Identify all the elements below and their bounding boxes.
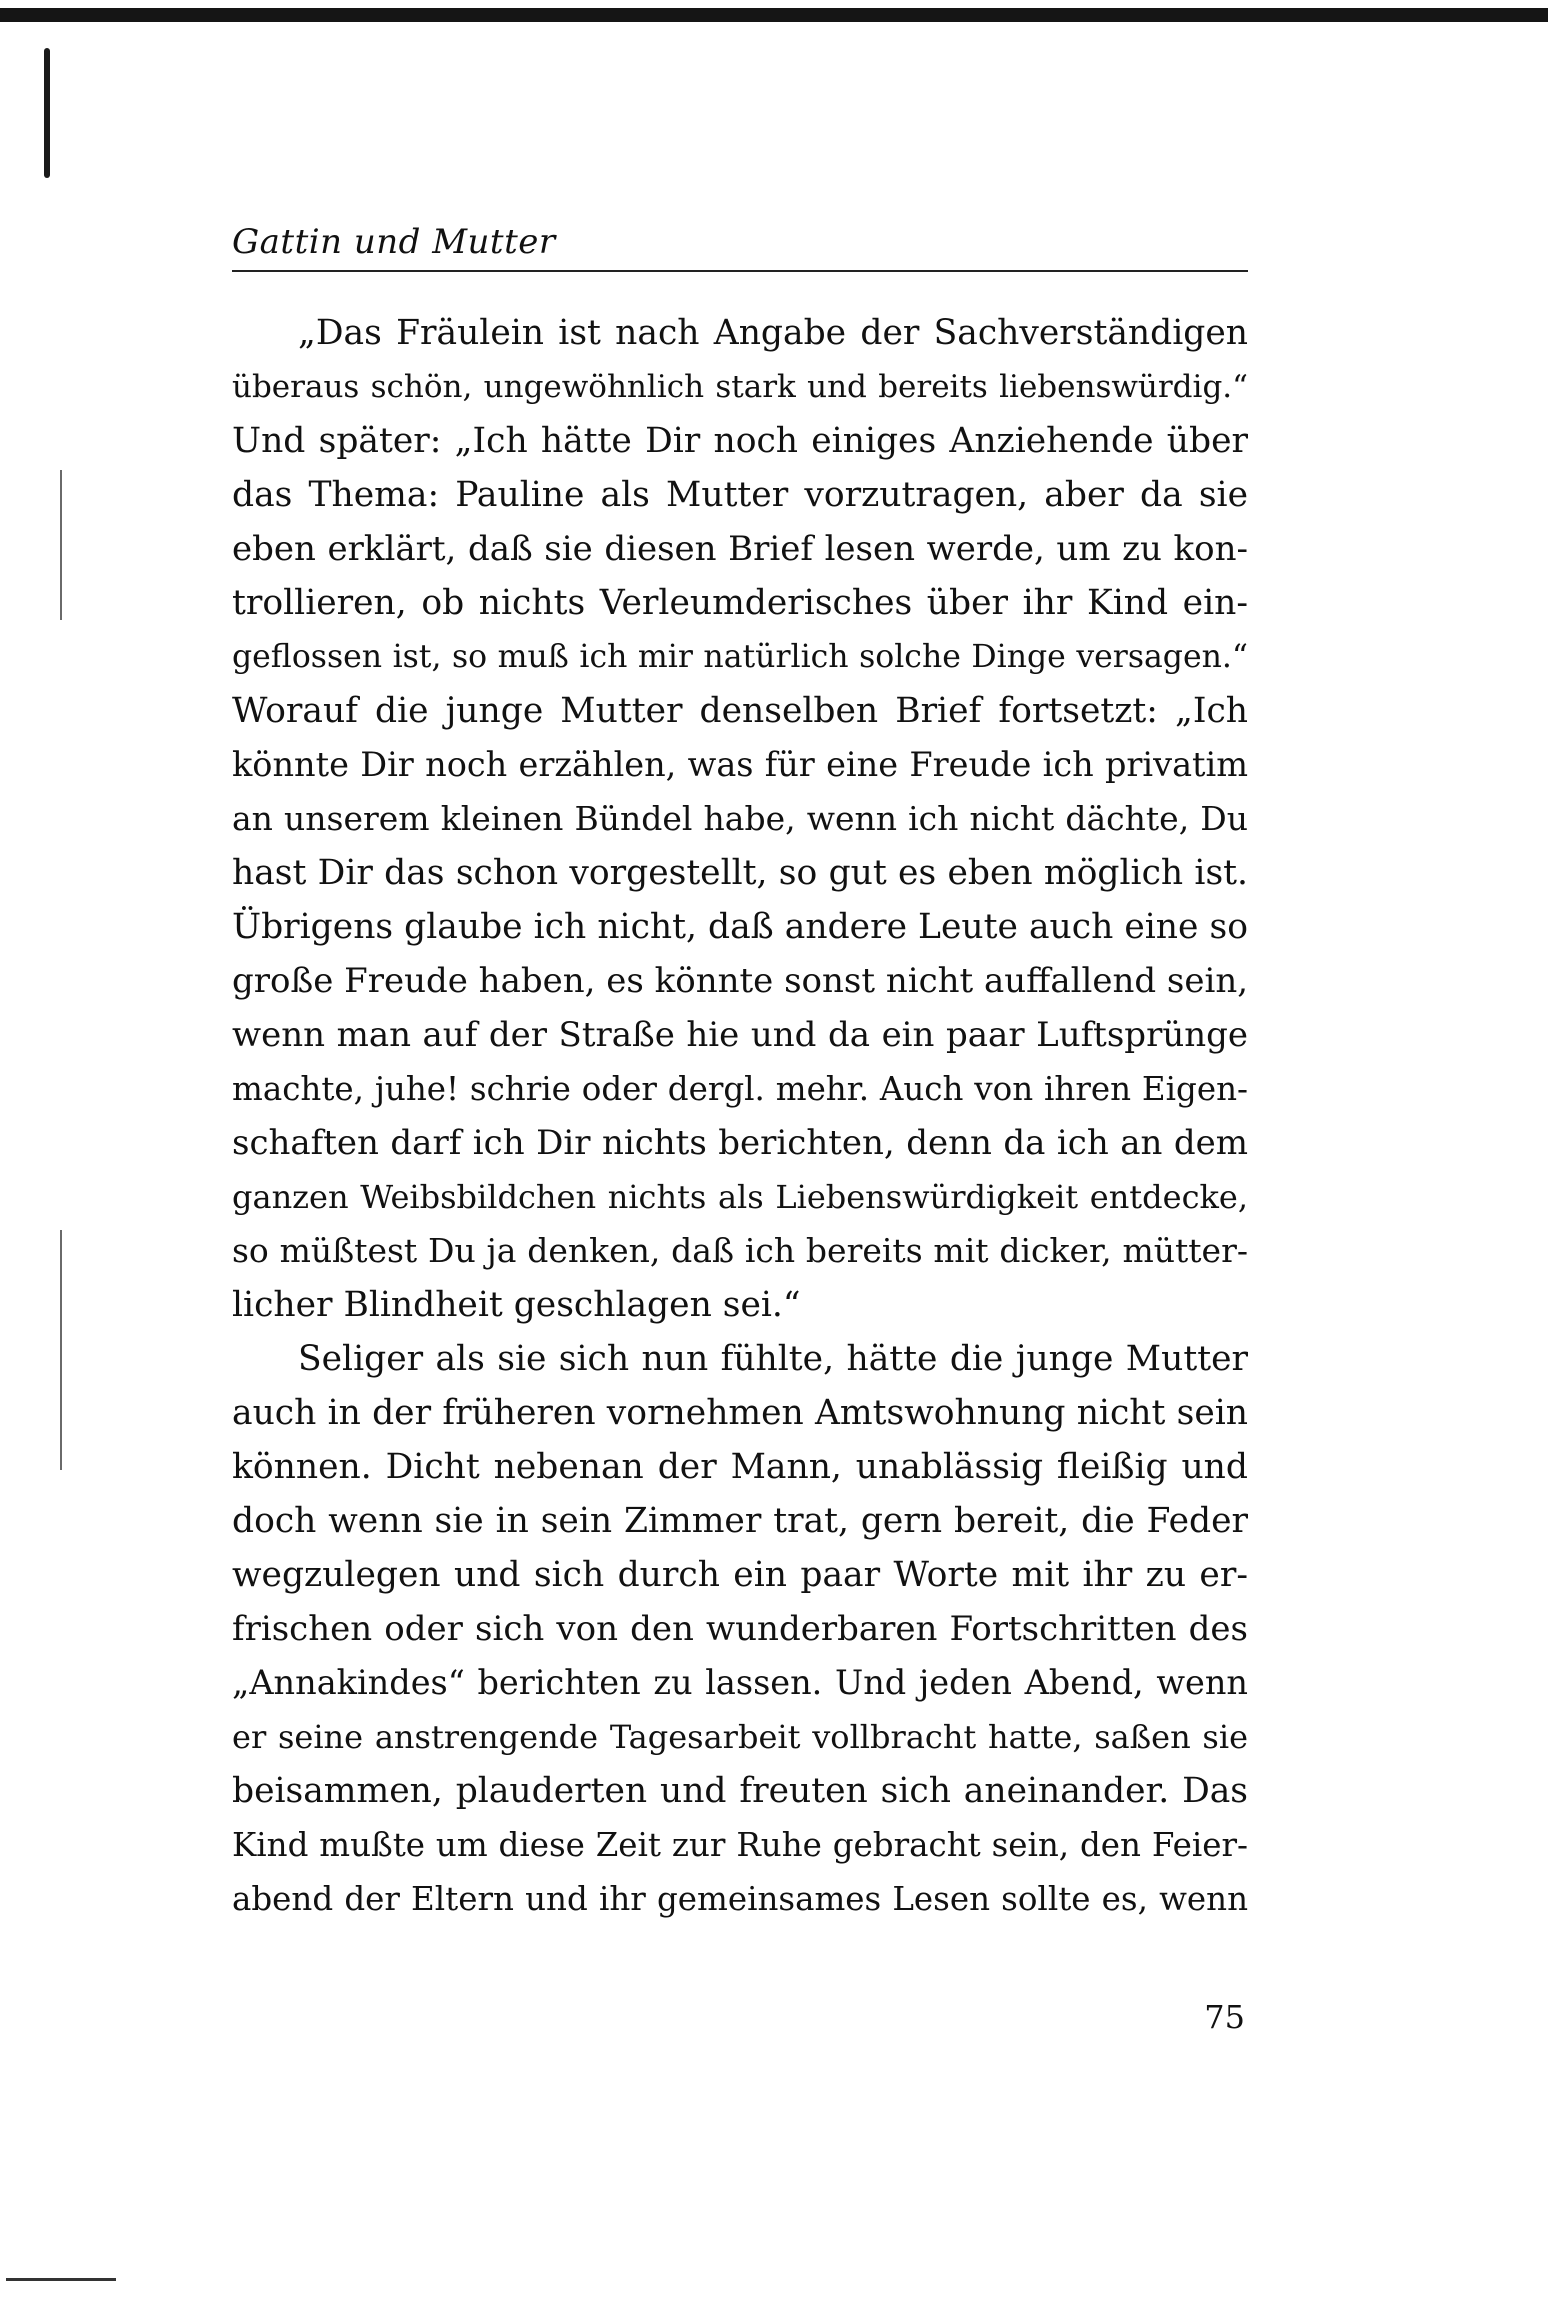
text-line: können. Dicht nebenan der Mann, unablässig fleißig und: [232, 1447, 1248, 1487]
text-line: das Thema: Pauline als Mutter vorzutragen, aber da sie: [232, 475, 1248, 515]
text-line: hast Dir das schon vorgestellt, so gut es eben möglich ist.: [232, 853, 1248, 893]
scan-bottom-edge: [6, 2278, 116, 2281]
text-line: Seliger als sie sich nun fühlte, hätte die junge Mutter: [298, 1339, 1248, 1379]
text-line: doch wenn sie in sein Zimmer trat, gern bereit, die Feder: [232, 1501, 1248, 1541]
text-line: „Das Fräulein ist nach Angabe der Sachverständigen: [298, 313, 1248, 353]
text-line: auch in der früheren vornehmen Amtswohnung nicht sein: [232, 1393, 1248, 1433]
text-line: wegzulegen und sich durch ein paar Worte mit ihr zu er-: [232, 1555, 1248, 1595]
text-line: beisammen, plauderten und freuten sich aneinander. Das: [232, 1771, 1248, 1811]
scan-margin-mark: [60, 1230, 62, 1470]
text-line: er seine anstrengende Tagesarbeit vollbracht hatte, saßen sie: [232, 1718, 1248, 1756]
text-line: schaften darf ich Dir nichts berichten, denn da ich an dem: [232, 1123, 1248, 1163]
text-line: Übrigens glaube ich nicht, daß andere Leute auch eine so: [232, 907, 1248, 947]
running-head: [232, 224, 1248, 272]
running-head-title: Gattin und Mutter: [232, 222, 556, 262]
text-line: Worauf die junge Mutter denselben Brief fortsetzt: „Ich: [232, 691, 1248, 731]
text-line: abend der Eltern und ihr gemeinsames Lesen sollte es, wenn: [232, 1880, 1248, 1918]
scan-top-edge: [0, 8, 1548, 22]
scan-margin-mark: [60, 470, 62, 620]
scan-binding-mark: [44, 48, 50, 178]
text-line: eben erklärt, daß sie diesen Brief lesen werde, um zu kon-: [232, 529, 1248, 569]
text-line: „Annakindes“ berichten zu lassen. Und jeden Abend, wenn: [232, 1663, 1248, 1702]
text-line: so müßtest Du ja denken, daß ich bereits mit dicker, mütter-: [232, 1231, 1248, 1270]
text-line: frischen oder sich von den wunderbaren Fortschritten des: [232, 1609, 1248, 1649]
text-line: Und später: „Ich hätte Dir noch einiges Anziehende über: [232, 421, 1248, 461]
text-line: könnte Dir noch erzählen, was für eine Freude ich privatim: [232, 745, 1248, 784]
text-line: licher Blindheit geschlagen sei.“: [232, 1285, 801, 1325]
text-line: überaus schön, ungewöhnlich stark und bereits liebenswürdig.“: [232, 369, 1248, 405]
text-line: machte, juhe! schrie oder dergl. mehr. Auch von ihren Eigen-: [232, 1070, 1248, 1108]
text-line: Kind mußte um diese Zeit zur Ruhe gebracht sein, den Feier-: [232, 1826, 1248, 1864]
text-line: trollieren, ob nichts Verleumderisches über ihr Kind ein-: [232, 583, 1248, 623]
page-number: 75: [1204, 1998, 1245, 2036]
text-line: ganzen Weibsbildchen nichts als Liebenswürdigkeit entdecke,: [232, 1178, 1248, 1216]
text-line: wenn man auf der Straße hie und da ein paar Luftsprünge: [232, 1015, 1248, 1055]
text-line: geflossen ist, so muß ich mir natürlich solche Dinge versagen.“: [232, 639, 1248, 675]
body-text: [232, 306, 1248, 1926]
text-line: an unserem kleinen Bündel habe, wenn ich nicht dächte, Du: [232, 799, 1248, 838]
text-line: große Freude haben, es könnte sonst nicht auffallend sein,: [232, 961, 1248, 1001]
